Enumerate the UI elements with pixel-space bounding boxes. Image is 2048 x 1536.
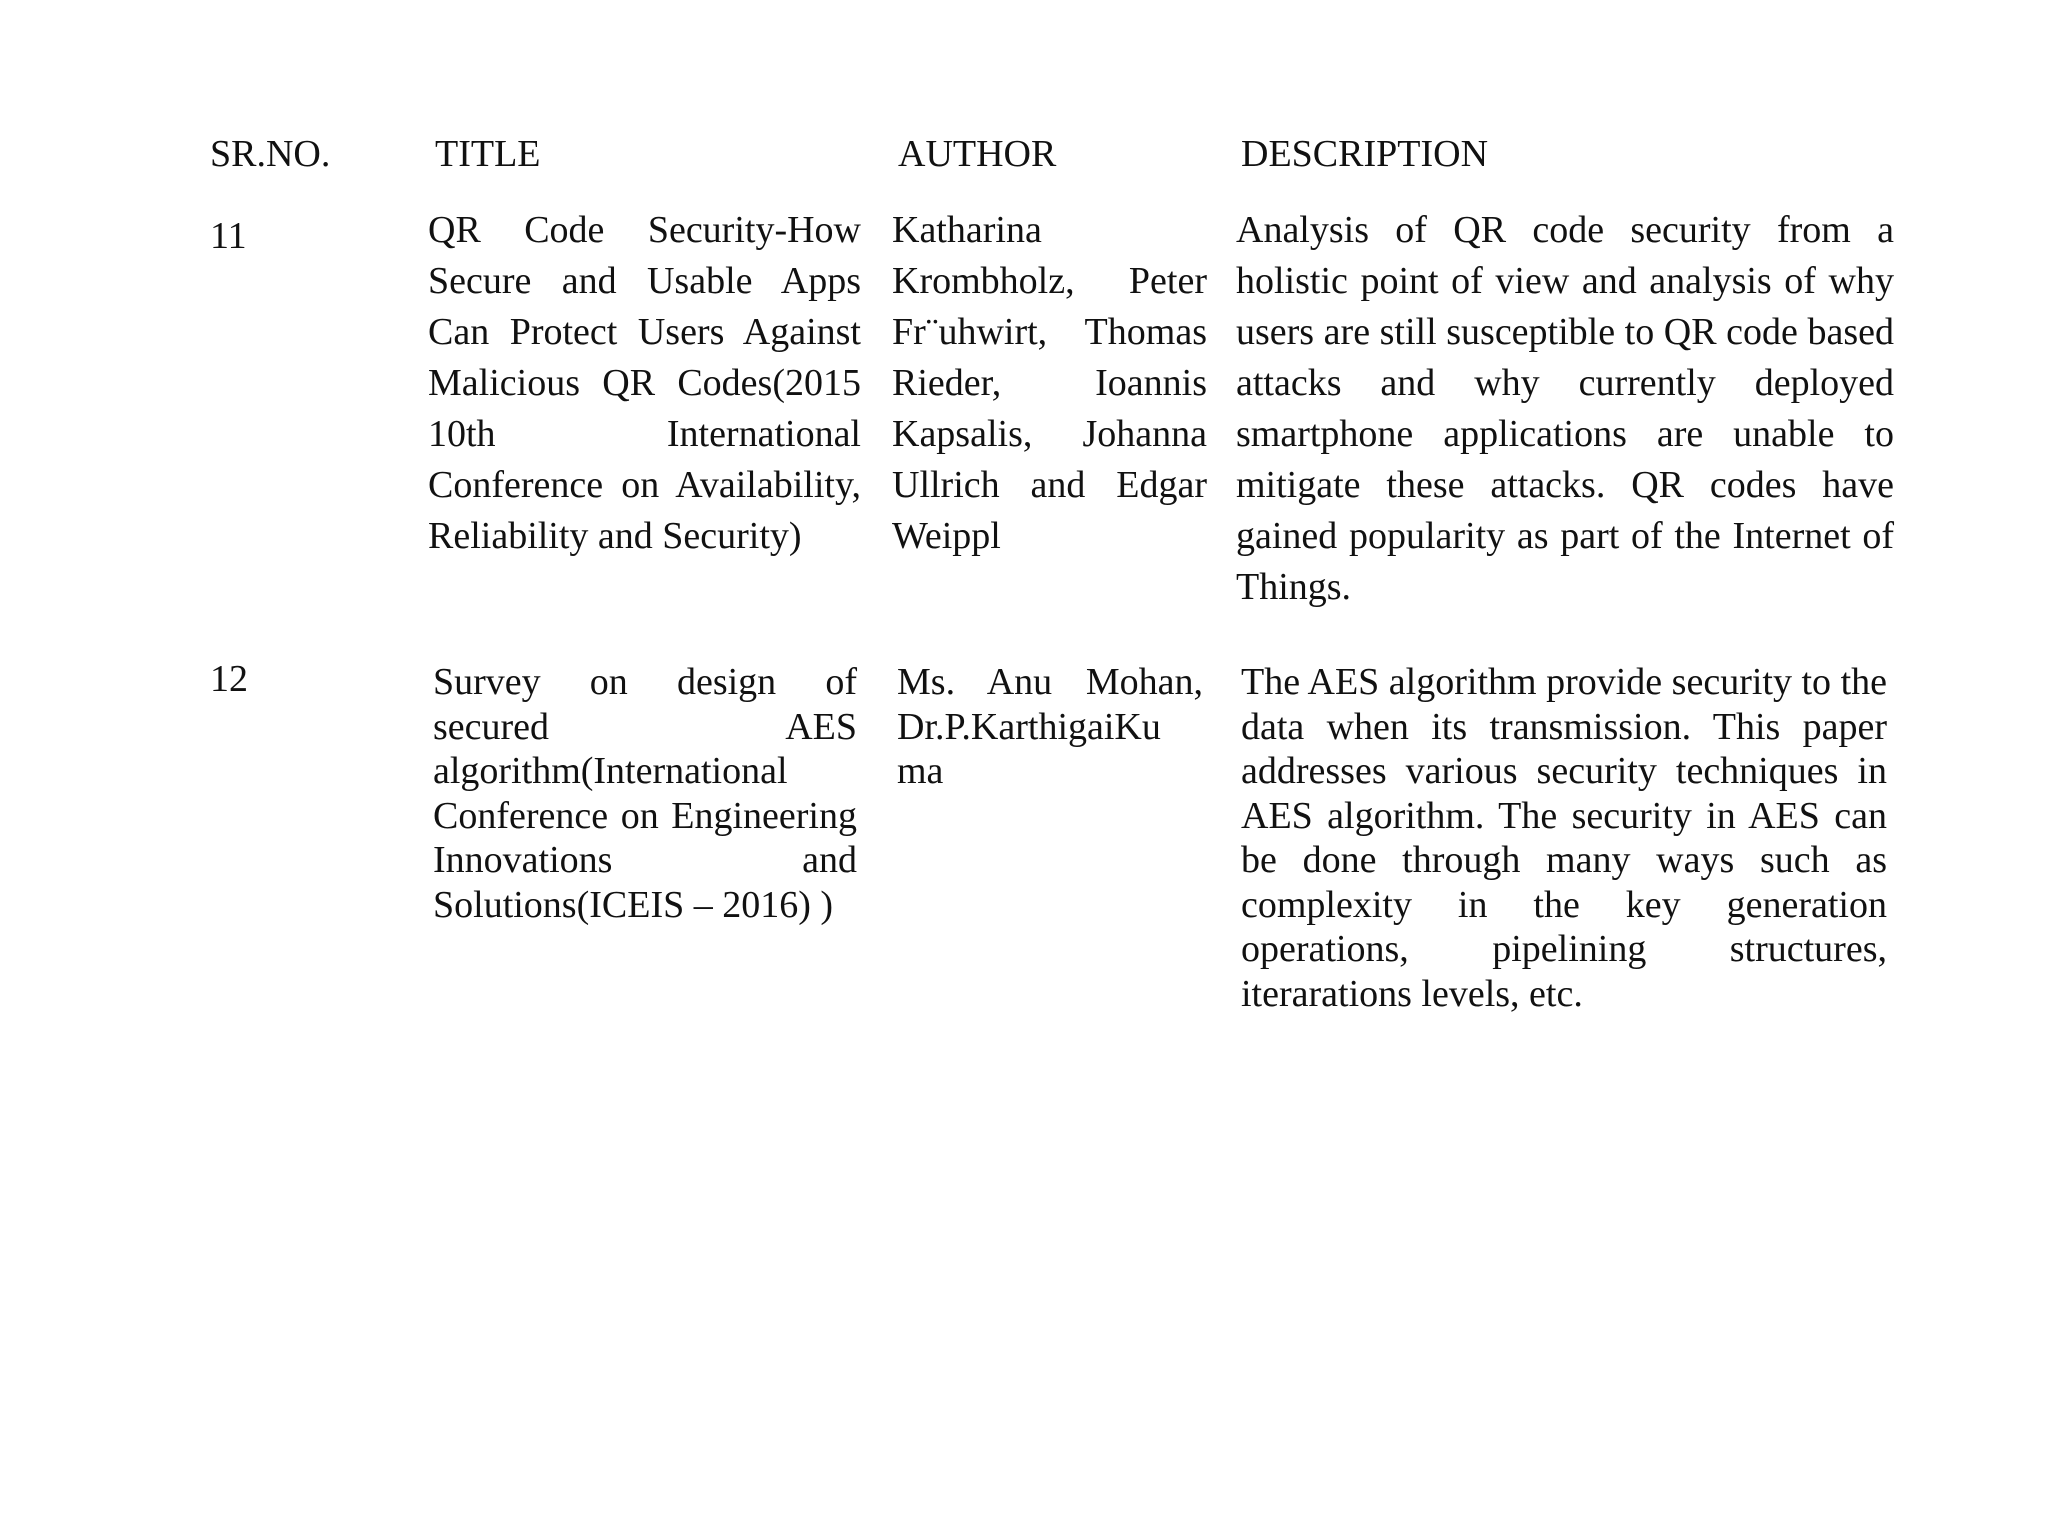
row-11-title: QR Code Security-How Secure and Usable Apps Can Protect Users Against Malicious QR Codes(2015 10th International Conference on Availability, Reliability and Security) [428, 209, 861, 557]
row-11-sr-no: 11 [210, 215, 247, 257]
row-12-description: The AES algorithm provide security to the data when its transmission. This paper addresses various security techniques in AES algorithm. The security in AES can be done through many ways such as complexity in the key generation operations, pipelining structures, iterarations levels, etc. [1241, 661, 1887, 1015]
header-author: AUTHOR [898, 133, 1057, 175]
row-12-title: Survey on design of secured AES algorithm(International Conference on Engineering Innovations and Solutions(ICEIS – 2016) ) [433, 661, 857, 926]
row-11-author: Katharina Krombholz, Peter Fr¨uhwirt, Thomas Rieder, Ioannis Kapsalis, Johanna Ullrich and Edgar Weippl [892, 209, 1207, 557]
row-11-description: Analysis of QR code security from a holistic point of view and analysis of why users are still susceptible to QR code based attacks and why currently deployed smartphone applications are unable to mitigate these attacks. QR codes have gained popularity as part of the Internet of Things. [1236, 209, 1894, 608]
row-12-author: Ms. Anu Mohan, Dr.P.KarthigaiKu ma [897, 661, 1203, 792]
header-description: DESCRIPTION [1241, 133, 1489, 175]
row-12-sr-no: 12 [210, 658, 248, 700]
header-sr-no: SR.NO. [210, 133, 331, 175]
header-title: TITLE [435, 133, 541, 175]
